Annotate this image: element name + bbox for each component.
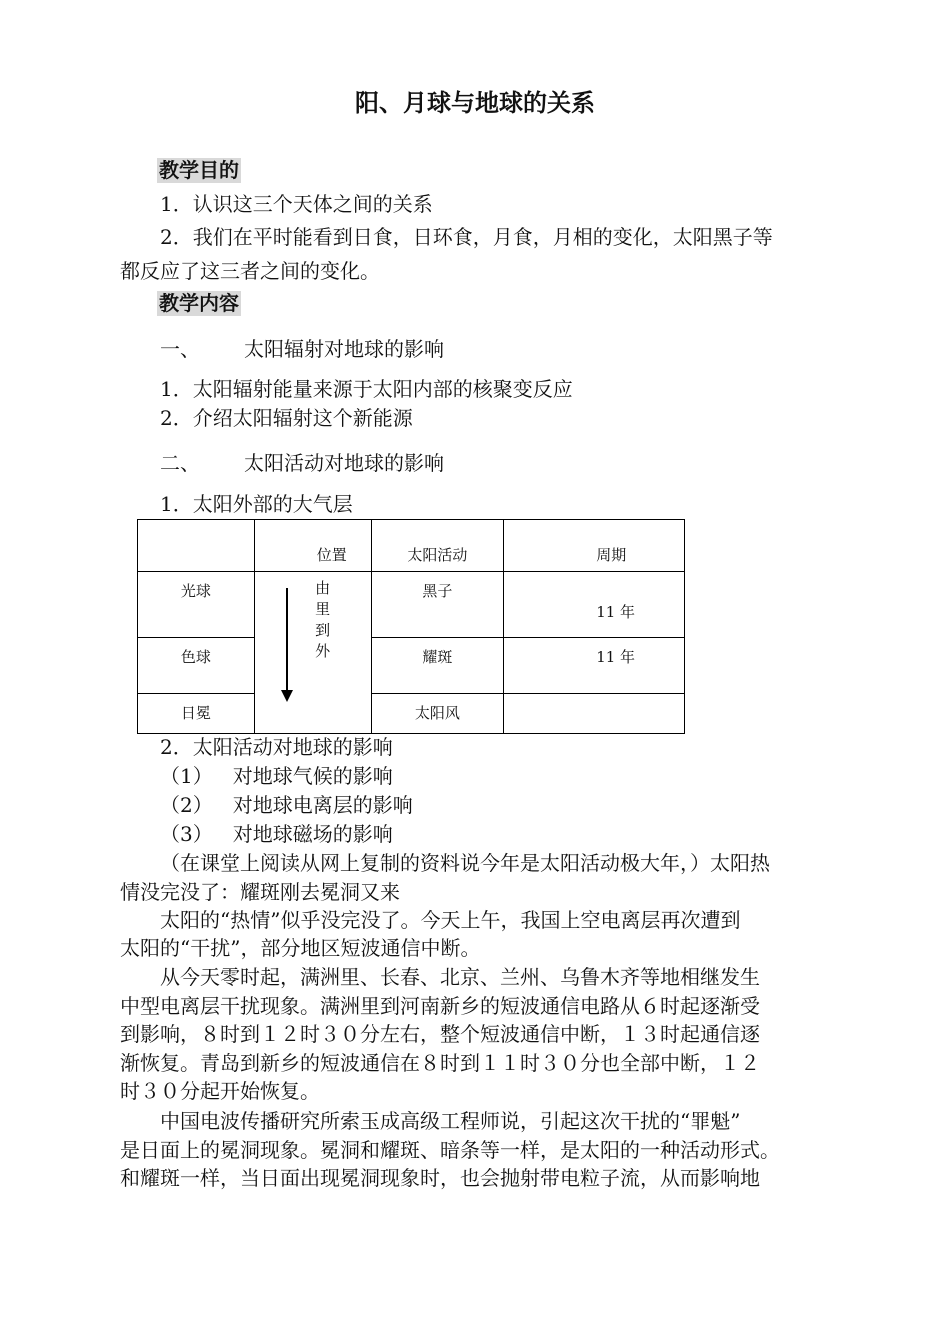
goal-item-2-line1: 2．我们在平时能看到日食，日环食，月食，月相的变化，太阳黑子等 xyxy=(160,225,773,249)
paragraph-line: 太阳的“热情”似乎没完没了。今天上午，我国上空电离层再次遭到 xyxy=(160,908,741,932)
table-row xyxy=(138,638,685,694)
table-row xyxy=(138,694,685,734)
impact-sub-number: （2） xyxy=(160,793,213,817)
table-cell-activity xyxy=(371,694,504,734)
section-heading-teaching-content: 教学内容 xyxy=(159,291,239,315)
table-header-cell xyxy=(138,520,255,572)
part-one-number: 一、 xyxy=(160,337,200,361)
table-cell-activity xyxy=(371,638,504,694)
direction-char: 外 xyxy=(315,642,331,660)
paragraph-line: 情没完没了：耀斑刚去冕洞又来 xyxy=(120,880,400,904)
goal-item-1: 1．认识这三个天体之间的关系 xyxy=(160,192,433,216)
layer-name: 色球 xyxy=(180,648,211,666)
impact-sub-number: （3） xyxy=(160,822,213,846)
paragraph-line: 到影响，８时到１２时３０分左右，整个短波通信中断，１３时起通信逐 xyxy=(120,1022,760,1046)
table-cell-layer xyxy=(138,694,255,734)
paragraph-line: （在课堂上阅读从网上复制的资料说今年是太阳活动极大年，）太阳热 xyxy=(160,851,770,875)
table-header-cell: 周期 xyxy=(504,520,685,572)
paragraph-line: 渐恢复。青岛到新乡的短波通信在８时到１１时３０分也全部中断，１２ xyxy=(120,1051,760,1075)
solar-atmosphere-table xyxy=(137,519,685,734)
down-arrow-icon xyxy=(281,690,293,702)
part-two-item-1: 1．太阳外部的大气层 xyxy=(160,492,353,516)
paragraph-line: 太阳的“干扰”，部分地区短波通信中断。 xyxy=(120,936,481,960)
impact-sub-2 xyxy=(160,795,413,815)
activity-name: 耀斑 xyxy=(422,648,453,666)
document-title: 阳、月球与地球的关系 xyxy=(355,89,595,117)
part-two-title: 太阳活动对地球的影响 xyxy=(244,451,444,475)
down-arrow-shaft xyxy=(286,588,288,693)
table-cell-period xyxy=(504,638,685,694)
position-direction-cell xyxy=(254,572,371,734)
table-header-cell: 位置 xyxy=(254,520,371,572)
paragraph-line: 从今天零时起，满洲里、长春、北京、兰州、乌鲁木齐等地相继发生 xyxy=(160,965,760,989)
paragraph-line: 中国电波传播研究所索玉成高级工程师说，引起这次干扰的“罪魁” xyxy=(160,1109,741,1133)
table-cell-period xyxy=(504,694,685,734)
table-cell-layer xyxy=(138,638,255,694)
direction-label xyxy=(313,578,333,662)
direction-char: 由 xyxy=(315,579,331,597)
goal-item-2-line2: 都反应了这三者之间的变化。 xyxy=(120,259,380,283)
part-two-number: 二、 xyxy=(160,451,200,475)
paragraph-line: 是日面上的冕洞现象。冕洞和耀斑、暗条等一样，是太阳的一种活动形式。 xyxy=(120,1138,780,1162)
part-one-heading xyxy=(160,339,444,359)
activity-name: 太阳风 xyxy=(414,704,460,722)
impact-sub-1 xyxy=(160,766,393,786)
period-value xyxy=(504,694,684,702)
part-two-heading xyxy=(160,453,444,473)
layer-name: 光球 xyxy=(180,582,211,600)
table-cell-period xyxy=(504,572,685,638)
impact-sub-text: 对地球磁场的影响 xyxy=(232,822,393,846)
table-row xyxy=(138,572,685,638)
period-value: 11 年 xyxy=(596,603,636,621)
impact-sub-number: （1） xyxy=(160,764,213,788)
table-header-row xyxy=(138,520,685,572)
direction-char: 到 xyxy=(315,621,331,639)
part-one-item-1: 1．太阳辐射能量来源于太阳内部的核聚变反应 xyxy=(160,377,573,401)
paragraph-line: 中型电离层干扰现象。满洲里到河南新乡的短波通信电路从６时起逐渐受 xyxy=(120,994,760,1018)
paragraph-line: 时３０分起开始恢复。 xyxy=(120,1079,320,1103)
table-header-cell: 太阳活动 xyxy=(371,520,504,572)
part-one-title: 太阳辐射对地球的影响 xyxy=(244,337,444,361)
impact-item: 2．太阳活动对地球的影响 xyxy=(160,735,393,759)
impact-sub-3 xyxy=(160,824,393,844)
part-one-item-2: 2．介绍太阳辐射这个新能源 xyxy=(160,406,413,430)
layer-name: 日冕 xyxy=(180,704,211,722)
activity-name: 黑子 xyxy=(422,582,453,600)
paragraph-line: 和耀斑一样，当日面出现冕洞现象时，也会抛射带电粒子流，从而影响地 xyxy=(120,1166,760,1190)
table-cell-activity xyxy=(371,572,504,638)
table-cell-layer xyxy=(138,572,255,638)
period-value: 11 年 xyxy=(596,648,636,666)
section-heading-teaching-goal: 教学目的 xyxy=(159,158,239,182)
impact-sub-text: 对地球电离层的影响 xyxy=(232,793,413,817)
direction-char: 里 xyxy=(315,600,331,618)
impact-sub-text: 对地球气候的影响 xyxy=(232,764,393,788)
